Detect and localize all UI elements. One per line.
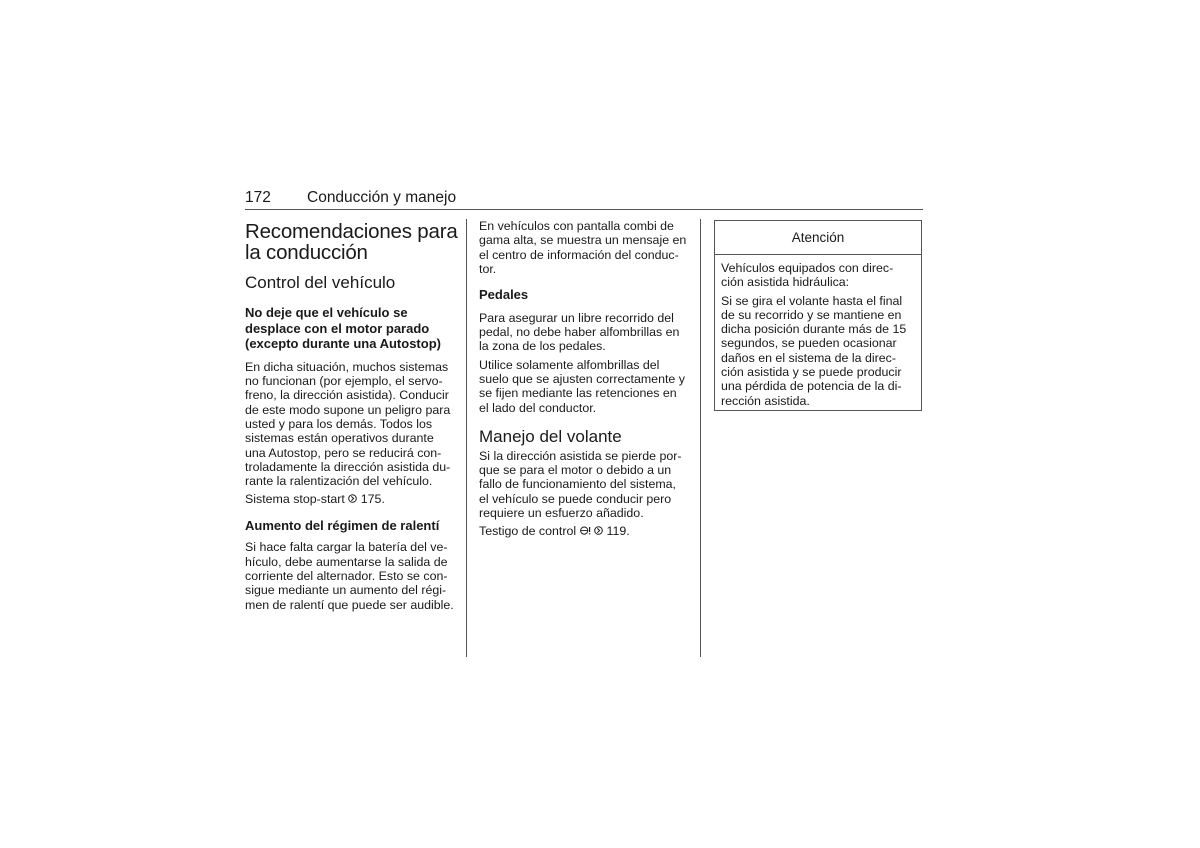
text-line: hículo, debe aumentarse la salida de — [245, 554, 448, 569]
cross-reference[interactable] — [245, 492, 459, 506]
text-line: Si la dirección asistida se pierde por‐ — [479, 448, 682, 463]
body-paragraph — [479, 449, 692, 520]
reference-label: Testigo de control — [479, 524, 577, 539]
text-line: men de ralentí que puede ser audible. — [245, 597, 454, 612]
body-paragraph — [479, 358, 692, 415]
reference-page: 119. — [606, 524, 630, 539]
text-line: corriente del alternador. Esto se con‐ — [245, 568, 448, 583]
text-line: tor. — [479, 261, 497, 276]
text-line: no funcionan (por ejemplo, el servo‐ — [245, 374, 443, 389]
topic-heading: Aumento del régimen de ralentí — [245, 517, 440, 533]
reference-label: Sistema stop-start — [245, 492, 345, 507]
page-reference-arrow-icon — [348, 494, 357, 503]
text-line: gama alta, se muestra un mensaje en — [479, 233, 687, 248]
body-paragraph — [245, 360, 459, 489]
topic-heading — [245, 305, 459, 352]
text-line: ción asistida y se puede producir — [721, 365, 902, 380]
text-line: de su recorrido y se mantiene en — [721, 307, 902, 322]
column-left — [245, 219, 459, 612]
page-header — [245, 189, 923, 210]
text-line: Si hace falta cargar la batería del ve‐ — [245, 540, 448, 555]
topic-heading-line: No deje que el vehículo se — [245, 305, 408, 320]
text-line: usted y para los demás. Todos los — [245, 416, 433, 431]
subsection-heading: Control del vehículo — [245, 273, 396, 292]
page-number: 172 — [245, 189, 271, 206]
warning-box — [714, 220, 922, 411]
section-heading — [245, 221, 459, 263]
text-line: En dicha situación, muchos sistemas — [245, 359, 449, 374]
text-line: la zona de los pedales. — [479, 339, 606, 354]
page-reference-arrow-icon — [594, 526, 603, 535]
column-middle — [479, 219, 692, 539]
text-line: el lado del conductor. — [479, 400, 597, 415]
text-line: sigue mediante un aumento del régi‐ — [245, 583, 447, 598]
body-paragraph — [245, 540, 459, 611]
text-line: segundos, se pueden ocasionar — [721, 336, 897, 351]
text-line: el vehículo se puede conducir pero — [479, 491, 672, 506]
section-heading-line: la conducción — [245, 241, 368, 264]
text-line: rección asistida. — [721, 393, 810, 408]
text-line: Para asegurar un libre recorrido del — [479, 310, 674, 325]
body-paragraph — [479, 311, 692, 354]
text-line: Vehículos equipados con direc‐ — [721, 261, 894, 275]
text-line: dicha posición durante más de 15 — [721, 322, 907, 337]
text-line: se fijen mediante las retenciones en — [479, 386, 677, 401]
text-line: una Autostop, pero se reducirá con‐ — [245, 445, 442, 460]
topic-heading: Pedales — [479, 287, 529, 303]
text-line: rante la ralentización del vehículo. — [245, 474, 433, 489]
cross-reference[interactable] — [479, 524, 692, 538]
warning-paragraph — [721, 261, 915, 290]
text-line: En vehículos con pantalla combi de — [479, 219, 674, 233]
text-line: Utilice solamente alfombrillas del — [479, 357, 660, 372]
text-line: troladamente la dirección asistida du‐ — [245, 459, 451, 474]
steering-warning-icon — [580, 526, 591, 535]
section-heading-line: Recomendaciones para — [245, 220, 458, 243]
text-line: de este modo supone un peligro para — [245, 402, 451, 417]
column-divider — [466, 219, 467, 657]
text-line: suelo que se ajusten correctamente y — [479, 371, 685, 386]
reference-page: 175. — [360, 492, 385, 507]
topic-heading-line: (excepto durante una Autostop) — [245, 336, 441, 352]
text-line: que se para el motor o debido a un — [479, 463, 672, 478]
text-line: Si se gira el volante hasta el final — [721, 293, 903, 308]
text-line: ción asistida hidráulica: — [721, 275, 850, 290]
text-line: pedal, no debe haber alfombrillas en — [479, 325, 680, 340]
topic-heading-line: desplace con el motor parado — [245, 320, 430, 336]
body-paragraph — [479, 219, 692, 276]
section-title: Conducción y manejo — [307, 189, 457, 206]
text-line: sistemas están operativos durante — [245, 431, 434, 446]
text-line: una pérdida de potencia de la di‐ — [721, 379, 902, 394]
text-line: requiere un esfuerzo añadido. — [479, 506, 644, 521]
subsection-heading: Manejo del volante — [479, 426, 622, 446]
warning-title: Atención — [715, 221, 921, 255]
text-line: el centro de información del conduc‐ — [479, 247, 679, 262]
warning-paragraph — [721, 294, 915, 408]
text-line: freno, la dirección asistida). Conducir — [245, 388, 449, 403]
warning-body — [715, 255, 921, 408]
column-divider — [700, 219, 701, 657]
text-line: daños en el sistema de la direc‐ — [721, 350, 896, 365]
text-line: fallo de funcionamiento del sistema, — [479, 477, 676, 492]
